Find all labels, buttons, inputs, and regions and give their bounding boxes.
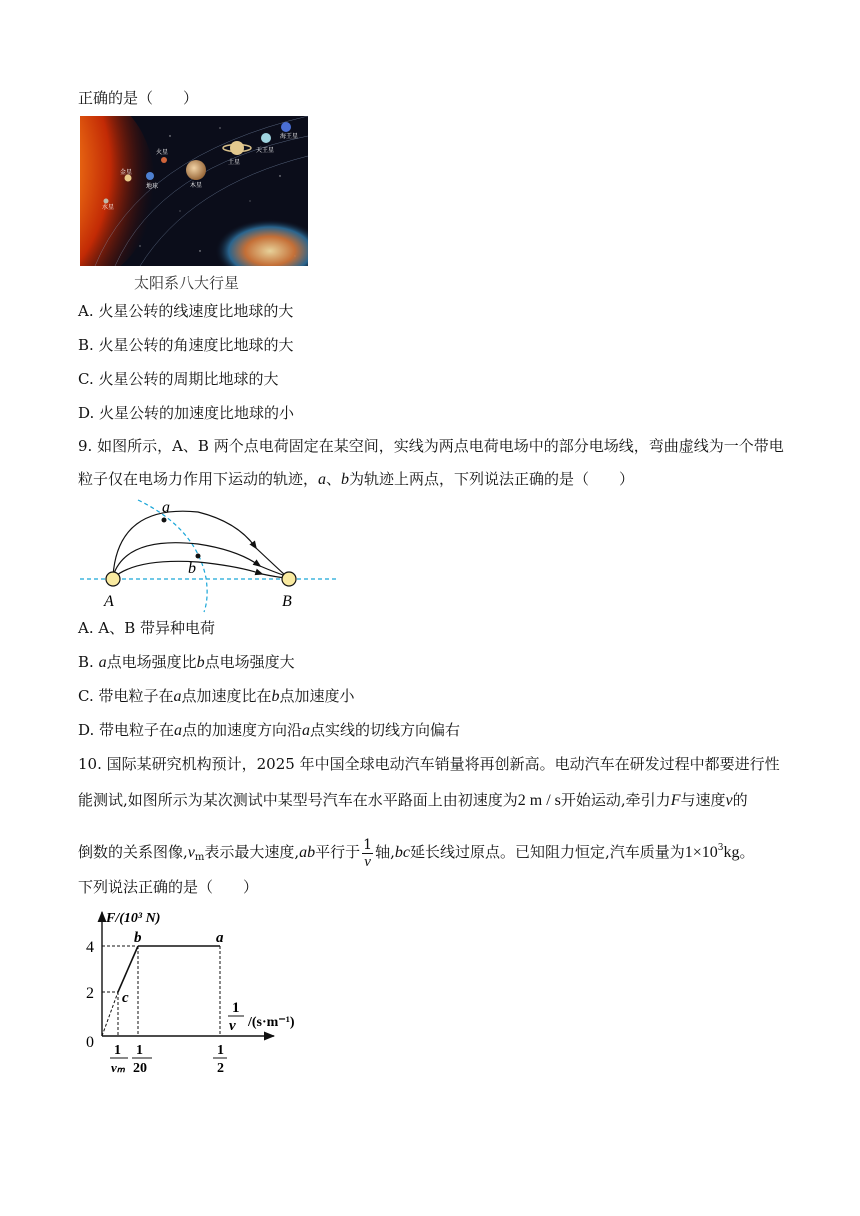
neptune-icon [281,122,291,132]
q8-option-c: C. 火星公转的周期比地球的大 [78,370,279,388]
charge-A [106,572,120,586]
svg-text:F/(10³ N): F/(10³ N) [106,911,161,926]
svg-text:1: 1 [232,1000,240,1016]
svg-text:木星: 木星 [190,182,203,189]
svg-text:1: 1 [217,1043,224,1058]
force-vs-inverse-velocity-graph [78,906,338,1082]
svg-text:火星: 火星 [156,149,169,156]
svg-text:金星: 金星 [120,169,133,176]
q9-stem-line1: 9. 如图所示，A、B 两个点电荷固定在某空间，实线为两点电荷电场中的部分电场线，弯曲虚线为一个带电 [78,437,784,455]
figure-caption: 太阳系八大行星 [134,274,240,292]
q9-option-d: D. 带电粒子在a点的加速度方向沿a点实线的切线方向偏右 [78,721,461,739]
q9-option-c: C. 带电粒子在a点加速度比在b点加速度小 [78,687,355,705]
svg-text:地球: 地球 [146,183,159,190]
svg-text:vₘ: vₘ [111,1060,125,1075]
svg-text:海王星: 海王星 [280,133,299,140]
q8-option-a: A. 火星公转的线速度比地球的大 [78,302,294,320]
q8-option-b: B. 火星公转的角速度比地球的大 [78,336,294,354]
q9-option-a: A. A、B 带异种电荷 [78,619,215,637]
q10-stem-line4: 下列说法正确的是（ ） [78,878,259,896]
svg-text:A: A [104,593,114,610]
svg-text:/(s·m⁻¹): /(s·m⁻¹) [248,1015,295,1030]
q9-stem-line2: 粒子仅在电场力作用下运动的轨迹，a、b为轨迹上两点，下列说法正确的是（ ） [78,470,635,488]
svg-text:c: c [122,990,129,1006]
saturn-icon [230,141,244,155]
electric-field-figure [78,498,340,614]
bc-extension [102,992,118,1036]
earth-icon [146,172,154,180]
jupiter-icon [186,160,206,180]
point-b [196,554,201,559]
q10-stem-line1: 10. 国际某研究机构预计，2025 年中国全球电动汽车销量将再创新高。电动汽车在研发过程中都要进行性 [78,755,780,773]
q8-option-d: D. 火星公转的加速度比地球的小 [78,404,295,422]
solar-system-image [80,116,308,266]
uranus-icon [261,133,271,143]
svg-text:2: 2 [86,985,94,1002]
q8-stem-tail: 正确的是（ ） [78,89,199,107]
mars-icon [161,157,167,163]
svg-text:v: v [229,1018,236,1034]
svg-text:1: 1 [136,1043,143,1058]
charge-B [282,572,296,586]
svg-text:B: B [282,593,292,610]
svg-text:2: 2 [217,1061,224,1076]
q10-stem-line2: 能测试,如图所示为某次测试中某型号汽车在水平路面上由初速度为2 m / s开始运动,牵引力F与速度v的 [78,791,748,809]
point-a [162,518,167,523]
segment-bc [118,946,138,992]
svg-text:水星: 水星 [102,204,115,211]
q9-option-b: B. a点电场强度比b点电场强度大 [78,653,295,671]
svg-text:b: b [134,930,142,946]
svg-text:1: 1 [114,1043,121,1058]
mercury-icon [104,199,109,204]
svg-text:天王星: 天王星 [256,147,275,154]
svg-text:土星: 土星 [228,159,241,166]
svg-text:20: 20 [133,1061,147,1076]
svg-text:b: b [188,560,196,577]
q10-stem-line3: 倒数的关系图像$,v_m$表示最大速度,ab平行于 $\frac{1}{v}$ 轴,bc延长线过原点。已知阻力恒定,汽车质量为$1\times 10^3kg$。 [78,836,755,870]
svg-text:4: 4 [86,939,94,956]
svg-text:0: 0 [86,1034,94,1051]
svg-text:a: a [162,499,170,516]
svg-text:a: a [216,930,224,946]
